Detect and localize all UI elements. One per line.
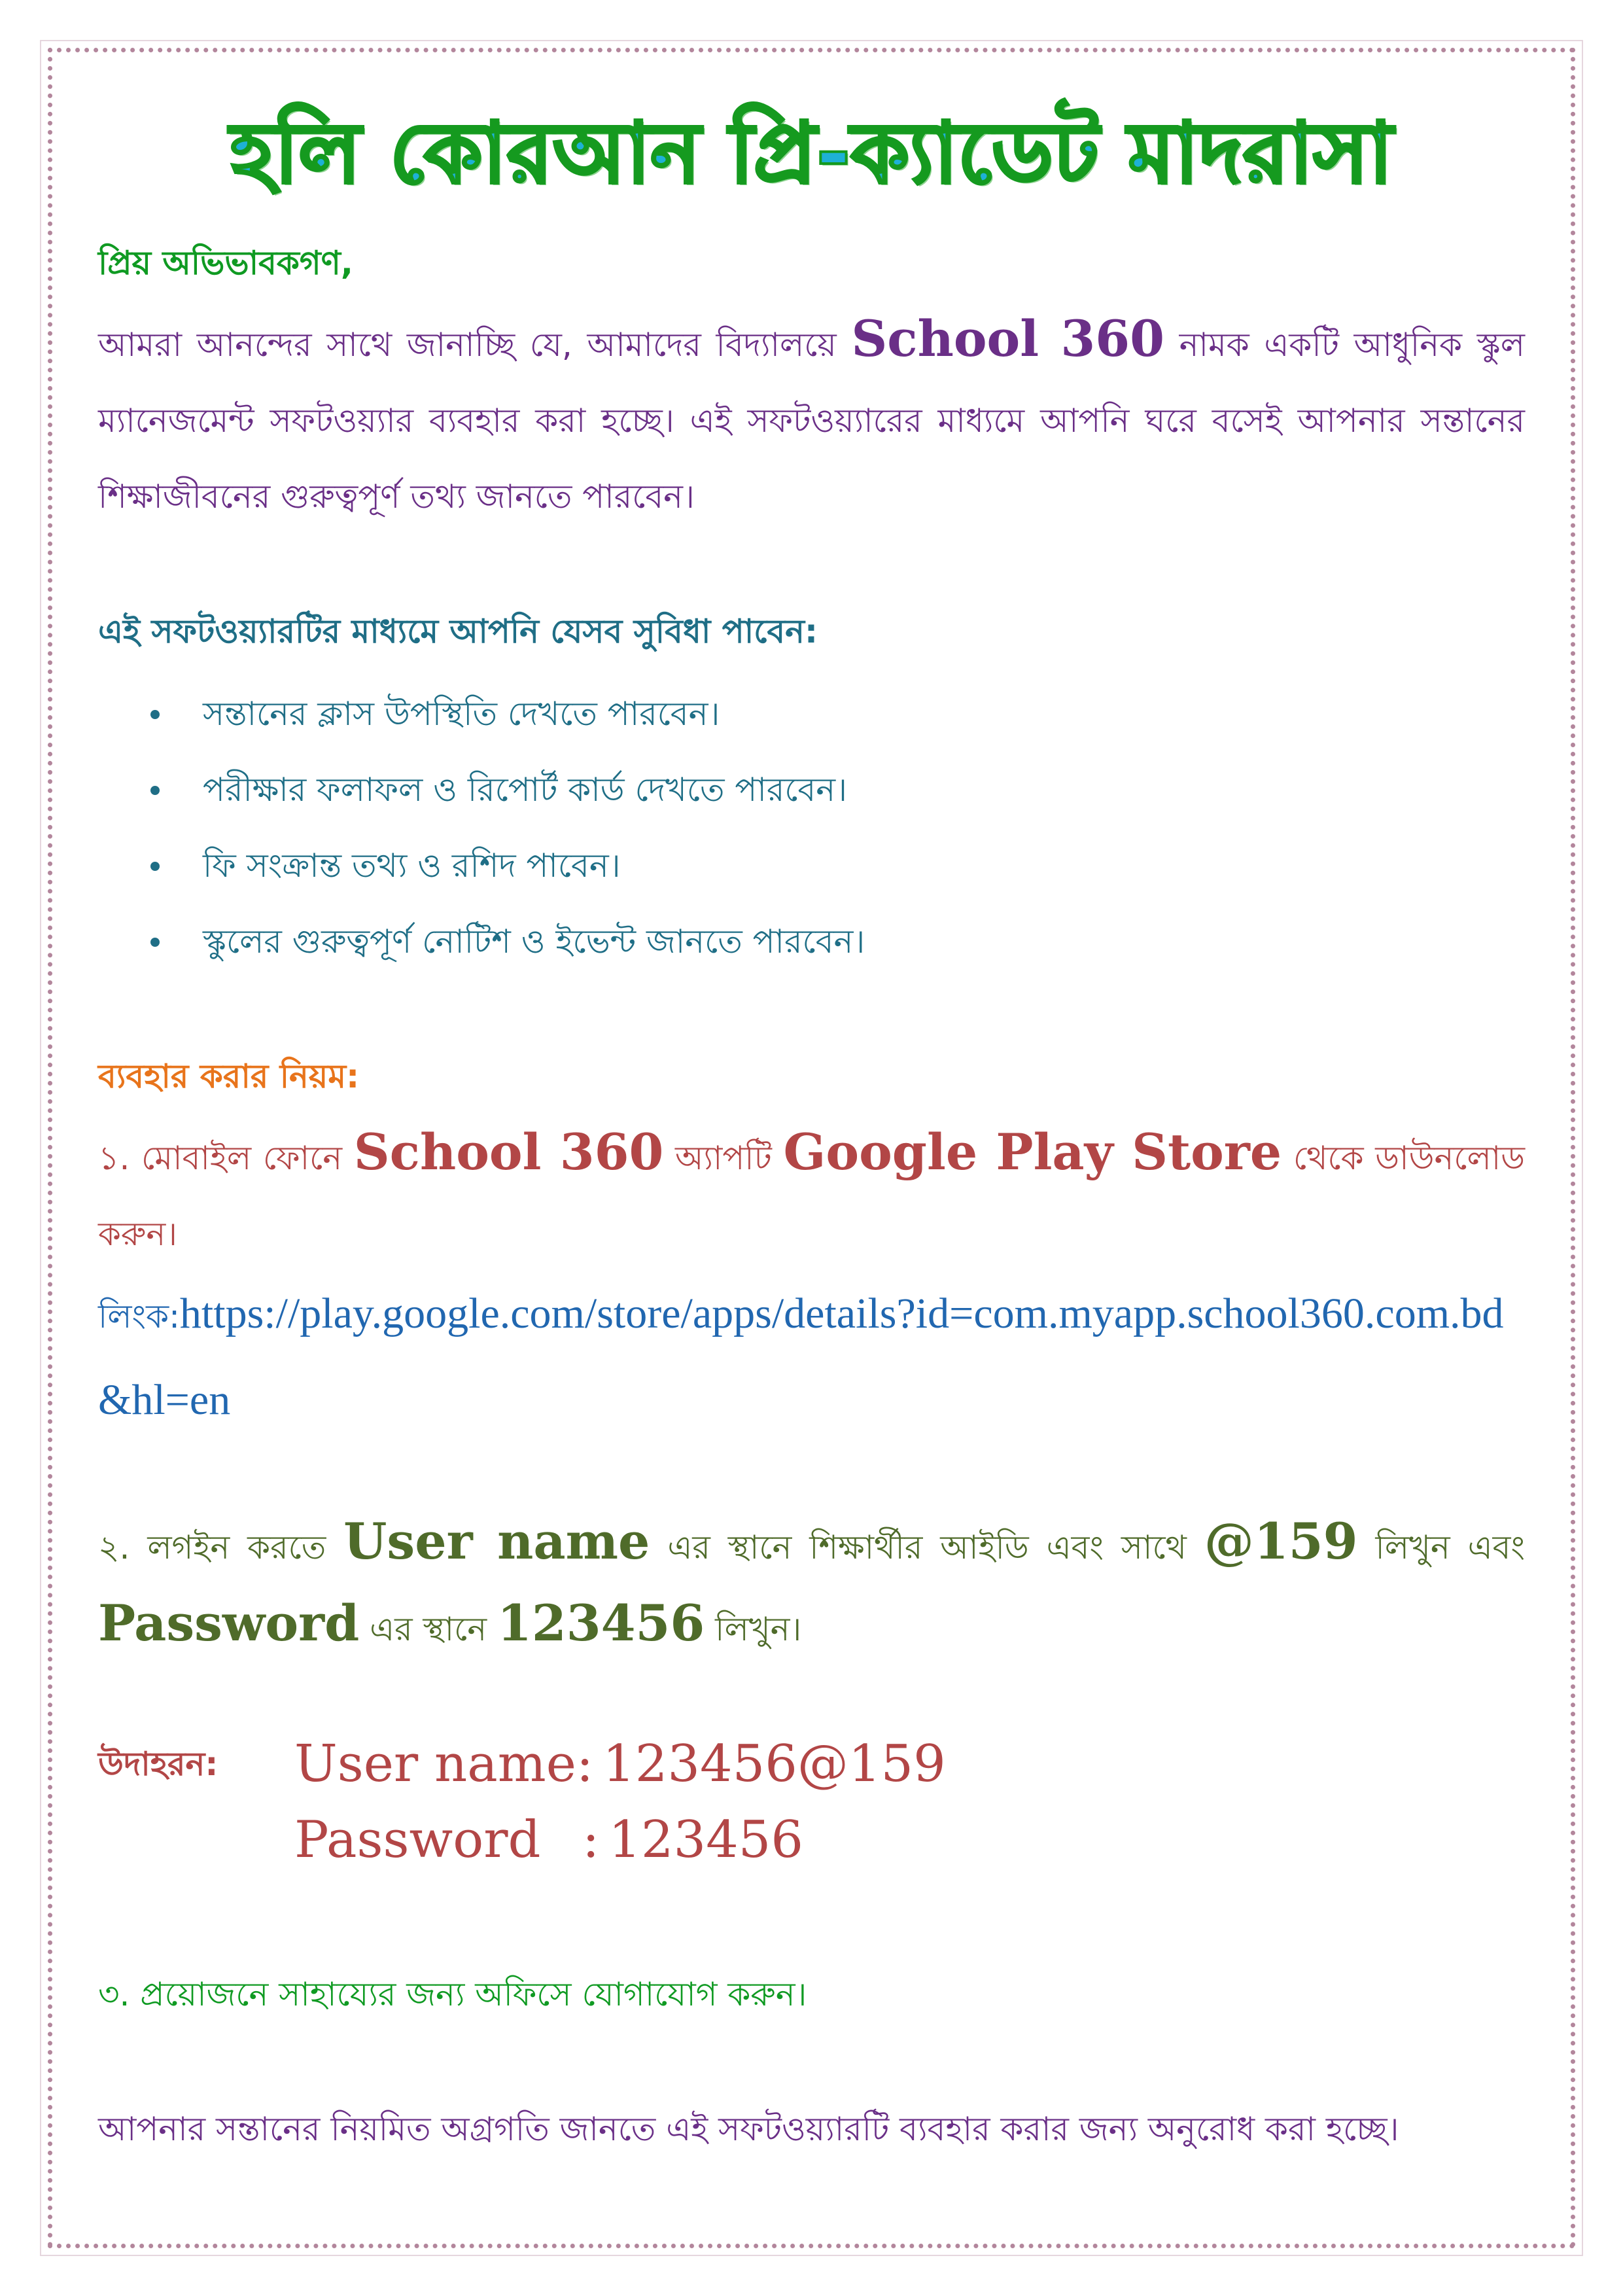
link-label: লিংক:	[98, 1298, 180, 1335]
step1-app-name: School 360	[353, 1123, 664, 1181]
intro-paragraph	[98, 301, 1525, 535]
list-item: পরীক্ষার ফলাফল ও রিপোর্ট কার্ড দেখতে পারবেন।	[150, 752, 1525, 828]
example-username-value: 123456@159	[602, 1735, 946, 1793]
download-link[interactable]: https://play.google.com/store/apps/details?id=com.myapp.school360.com.bd&hl=en	[98, 1290, 1504, 1424]
bullet-icon	[150, 938, 160, 947]
example-password-value: 123456	[608, 1810, 804, 1869]
greeting: প্রিয় অভিভাবকগণ,	[98, 244, 353, 282]
password-value: 123456	[497, 1594, 705, 1652]
list-item: সন্তানের ক্লাস উপস্থিতি দেখতে পারবেন।	[150, 676, 1525, 752]
step-2: ২. লগইন করতে User name এর স্থানে শিক্ষার্থীর আইডি এবং সাথে @159 লিখুন এবং Password এর স্থানে 123456 লিখুন।	[98, 1512, 1525, 1652]
id-suffix-code: @159	[1204, 1512, 1358, 1570]
rules-heading: ব্যবহার করার নিয়ম:	[98, 1057, 360, 1095]
step-1: ১. মোবাইল ফোনে School 360 অ্যাপটি Google Play Store থেকে ডাউনলোড করুন।	[98, 1123, 1526, 1253]
bullet-icon	[150, 786, 160, 795]
bullet-icon	[150, 862, 160, 871]
intro-text-2: নামক একটি আধুনিক স্কুল ম্যানেজমেন্ট সফটওয়্যার ব্যবহার করা হচ্ছে। এই সফটওয়্যারের মাধ্যমে আপনি ঘরে বসেই আপনার সন্তানের শিক্ষাজীবনের গুরুত্বপূর্ণ তথ্য জানতে পারবেন।	[98, 326, 1525, 516]
benefits-list	[98, 676, 1525, 980]
download-link-line	[98, 1272, 1525, 1445]
login-example	[98, 1726, 1525, 1878]
example-password-row: Password : 123456	[294, 1802, 946, 1878]
example-username-row: User name : 123456@159	[294, 1726, 946, 1802]
intro-app-name: School 360	[851, 309, 1164, 368]
play-store-name: Google Play Store	[783, 1123, 1282, 1181]
benefits-heading: এই সফটওয়্যারটির মাধ্যমে আপনি যেসব সুবিধা পাবেন:	[98, 612, 818, 650]
page-title: হলি কোরআন প্রি-ক্যাডেট মাদরাসা	[230, 105, 1393, 202]
closing-paragraph: আপনার সন্তানের নিয়মিত অগ্রগতি জানতে এই সফটওয়্যারটি ব্যবহার করার জন্য অনুরোধ করা হচ্ছে।	[98, 2110, 1399, 2148]
password-label: Password	[98, 1594, 360, 1652]
list-item: ফি সংক্রান্ত তথ্য ও রশিদ পাবেন।	[150, 828, 1525, 904]
example-label: উদাহরন:	[98, 1745, 218, 1783]
username-label: User name	[343, 1512, 650, 1570]
notice-document	[98, 98, 1525, 2167]
step-3: ৩. প্রয়োজনে সাহায্যের জন্য অফিসে যোগাযোগ করুন।	[98, 1975, 807, 2013]
intro-text-1: আমরা আনন্দের সাথে জানাচ্ছি যে, আমাদের বিদ্যালয়ে	[98, 326, 852, 364]
example-username-key: User name	[294, 1735, 576, 1793]
example-password-key: Password	[294, 1810, 541, 1869]
example-credentials	[294, 1726, 946, 1878]
list-item: স্কুলের গুরুত্বপূর্ণ নোটিশ ও ইভেন্ট জানতে পারবেন।	[150, 904, 1525, 980]
bullet-icon	[150, 710, 160, 719]
